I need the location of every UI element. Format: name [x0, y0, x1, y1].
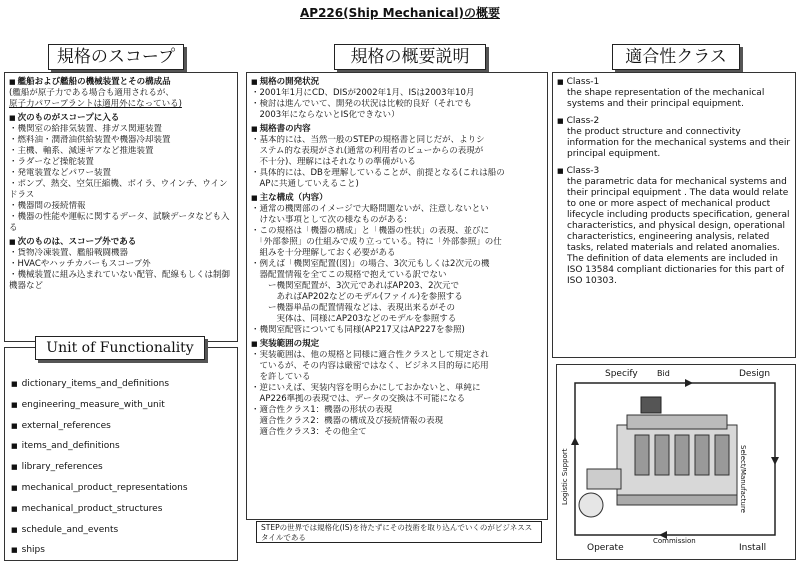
lifecycle-illustration [557, 365, 795, 559]
overview-note: STEPの世界では規格化(IS)を待たずにその技術を取り込んでいくのがビジネススタイルである [256, 521, 542, 543]
overview-section-3 [251, 193, 543, 336]
overview-line: 2003年にならないとIS化できない） [251, 110, 400, 120]
overview-line: ・この規格は「機器の構成」と「機器の性状」の表現、並びに [251, 226, 490, 236]
overview-line: AP226準拠の表現では、データの交換は不可能になる [251, 394, 466, 404]
uf-item: ■ dictionary_items_and_definitions [11, 374, 188, 395]
scope-section-3 [9, 237, 233, 292]
scope-line: ・機械装置に組み込まれていない配管、配線もしくは制御機器など [9, 270, 231, 291]
uf-item: ■ ships [11, 540, 188, 561]
classes-header [612, 44, 740, 70]
scope-section-2-head: ■ 次のものがスコープに入る [9, 113, 233, 124]
overview-line: を許している [251, 372, 311, 382]
lifecycle-diagram [556, 364, 796, 560]
uf-item: ■ mechanical_product_structures [11, 499, 188, 520]
class-1-head: ■ Class-1 [557, 77, 791, 88]
overview-line: あればAP202などのモデル(ファイル)を参照する [251, 292, 463, 302]
overview-line: ・実装範囲は、他の規格と同様に適合性クラスとして規定され [251, 350, 489, 360]
overview-line: ・具体的には、DBを理解していることが、前提となる(これは船の [251, 168, 505, 178]
overview-line: 「外部参照」の仕組みで成り立っている。特に「外部参照」の仕 [251, 237, 502, 247]
overview-line: 不十分)、理解にはそれなりの準備がいる [251, 157, 416, 167]
overview-line: ー機器単品の配置情報などは、表現出来るがその [251, 303, 456, 313]
overview-line: ・例えば「機関室配置(図)」の場合、3次元もしくは2次元の機 [251, 259, 490, 269]
scope-line: ・機関室の給排気装置、排ガス関連装置 [9, 124, 163, 134]
scope-line: ・燃料油・潤滑油供給装置や機器冷却装置 [9, 135, 171, 145]
overview-header [334, 44, 486, 70]
scope-line: 原子力パワープラントは適用外になっている) [9, 99, 182, 109]
class-3-head: ■ Class-3 [557, 166, 791, 177]
unit-of-functionality-list [11, 374, 188, 561]
lifecycle-commission: Commission [653, 537, 696, 545]
scope-header-label: 規格のスコープ [56, 47, 176, 67]
overview-panel [246, 72, 548, 520]
uf-item: ■ library_references [11, 457, 188, 478]
class-3-body: the parametric data for mechanical systems and their principal equipment . The data would relate to one or more aspect of mechanical product lifecycle including products specification, general characteristics, and physical design, operational characteristics, engineering analysis, related tasks, related materials and related anomalies. The definition of data elements are included in ISO 13584 compliant dictionaries for this part of ISO 10303. [567, 177, 790, 286]
class-2 [557, 116, 791, 160]
scope-header [48, 44, 184, 70]
loop-arrow-left [571, 437, 579, 445]
overview-section-2 [251, 124, 543, 190]
overview-line: ー機関室配置が、3次元であればAP203、2次元で [251, 281, 459, 291]
uf-item: ■ mechanical_product_representations [11, 478, 188, 499]
scope-line: ・発電装置などパワー装置 [9, 168, 112, 178]
class-2-head: ■ Class-2 [557, 116, 791, 127]
overview-line: ・通常の機関部のイメージで大略問題ないが、注意しないとい [251, 204, 489, 214]
scope-line: ・ラダーなど操舵装置 [9, 157, 94, 167]
scope-line: ・機器の性能や運転に関するデータ、試験データなども入る [9, 212, 230, 233]
lifecycle-install: Install [739, 543, 767, 553]
scope-line: (艦船が原子力である場合も適用されるが、 [9, 88, 174, 98]
lifecycle-specify: Specify [605, 369, 638, 379]
engine-illustration [579, 397, 737, 517]
overview-line: ・検討は進んでいて、開発の状況は比較的良好（それでも [251, 99, 472, 109]
scope-section-1-head: ■ 艦船および艦船の機械装置とその構成品 [9, 77, 233, 88]
overview-line: 組みを十分理解しておく必要がある [251, 248, 396, 258]
overview-line: ・基本的には、当然一般のSTEPの規格書と同じだが、よりシ [251, 135, 485, 145]
scope-line: ・機器間の接続情報 [9, 201, 86, 211]
classes-panel [552, 72, 796, 358]
overview-line: けない事項として次の様なものがある: [251, 215, 407, 225]
loop-arrow-right [771, 457, 779, 465]
scope-line: ・HVACやハッチカバーもスコープ外 [9, 259, 151, 269]
lifecycle-operate: Operate [587, 543, 624, 553]
overview-line: 適合性クラス3：その他全て [251, 427, 367, 437]
overview-line: ・適合性クラス1：機器の形状の表現 [251, 405, 393, 415]
scope-section-1 [9, 77, 233, 110]
scope-line: ・主機、軸系、減速ギアなど推進装置 [9, 146, 154, 156]
uf-item: ■ schedule_and_events [11, 520, 188, 541]
lifecycle-select-manufacture: Select/Manufacture [739, 445, 747, 513]
overview-line: ・逆にいえば、実装内容を明らかにしておかないと、単純に [251, 383, 481, 393]
class-1-body: the shape representation of the mechanical systems and their principal equipment. [567, 88, 765, 109]
scope-line: ・ポンプ、熱交、空気圧縮機、ボイラ、ウインチ、ウインドラス [9, 179, 228, 200]
overview-header-label: 規格の概要説明 [350, 47, 470, 67]
page-title: AP226(Ship Mechanical)の概要 [300, 6, 500, 20]
lifecycle-bid: Bid [657, 369, 670, 378]
overview-line: APに共通していえること) [251, 179, 359, 189]
overview-line: ・機関室配管についても同様(AP217又はAP227を参照) [251, 325, 465, 335]
lifecycle-design: Design [739, 369, 771, 379]
overview-line: 適合性クラス2：機器の構成及び接続情報の表現 [251, 416, 444, 426]
overview-section-2-head: ■ 規格書の内容 [251, 124, 543, 135]
scope-section-3-head: ■ 次のものは、スコープ外である [9, 237, 233, 248]
overview-section-4 [251, 339, 543, 438]
overview-line: ているが、その内容は厳密ではなく、ビジネス目的毎に応用 [251, 361, 489, 371]
loop-arrow-top [685, 379, 693, 387]
uf-item: ■ engineering_measure_with_unit [11, 395, 188, 416]
scope-line: ・貨物冷凍装置、艦船戦闘機器 [9, 248, 129, 258]
lifecycle-logistic-support: Logistic Support [561, 448, 569, 505]
uf-item: ■ external_references [11, 416, 188, 437]
overview-line: 実体は、同様にAP203などのモデルを参照する [251, 314, 457, 324]
scope-section-2 [9, 113, 233, 234]
unit-of-functionality-panel [4, 340, 238, 561]
overview-section-3-head: ■ 主な構成（内容） [251, 193, 543, 204]
class-1 [557, 77, 791, 110]
overview-line: ・2001年1月にCD、DISが2002年1月、ISは2003年10月 [251, 88, 475, 98]
overview-line: 器配置情報を全てこの規格で抱えている訳でない [251, 270, 447, 280]
class-3 [557, 166, 791, 287]
overview-line: ステム的な表現がされ(通常の利用者のビューからの表現が [251, 146, 484, 156]
classes-header-label: 適合性クラス [625, 47, 727, 67]
overview-section-1-head: ■ 規格の開発状況 [251, 77, 543, 88]
uf-item: ■ items_and_definitions [11, 436, 188, 457]
scope-panel [4, 72, 238, 342]
overview-section-4-head: ■ 実装範囲の規定 [251, 339, 543, 350]
class-2-body: the product structure and connectivity information for the mechanical systems and their principal equipment. [567, 127, 791, 159]
overview-section-1 [251, 77, 543, 121]
unit-of-functionality-title: Unit of Functionality [35, 336, 205, 360]
